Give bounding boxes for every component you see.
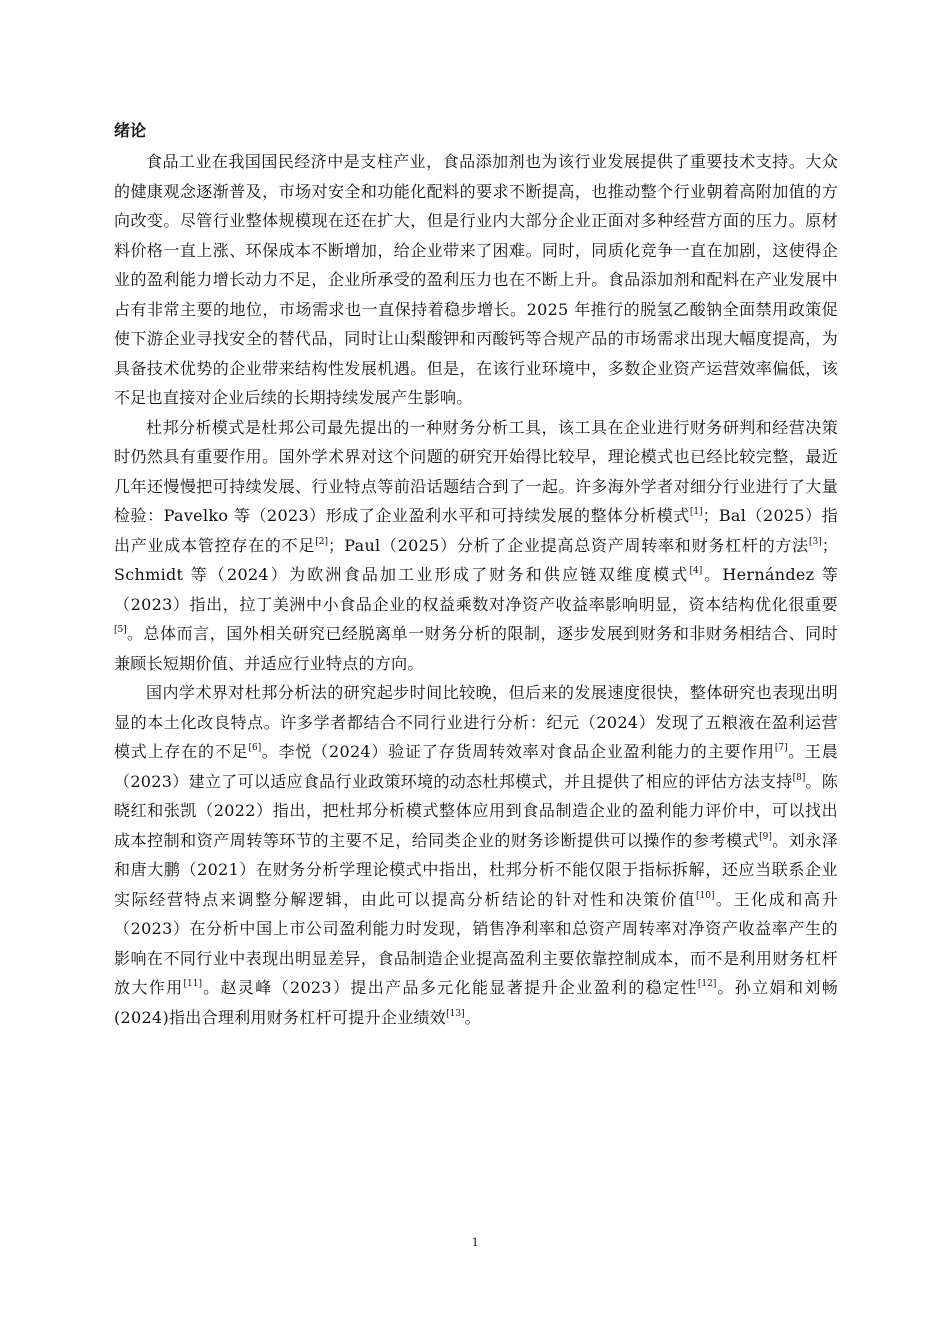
paragraph-text: 。赵灵峰（2023）提出产品多元化能显著提升企业盈利的稳定性 <box>202 978 698 997</box>
citation-reference: [4] <box>689 566 703 576</box>
paragraph <box>114 678 838 1032</box>
paragraph-text: 。 <box>464 1007 481 1027</box>
paragraph-text: 。陈晓红和张凯（2022）指出，把杜邦分析模式整体应用到食品制造企业的盈利能力评价中，可以找出成本控制和资产周转等环节的主要不足，给同类企业的财务诊断提供可以操作的参考模式 <box>114 771 838 850</box>
paragraph-text: ；Schmidt 等（2024）为欧洲食品加工业形成了财务和供应链双维度模式 <box>114 535 838 584</box>
paragraph-text: 。李悦（2024）验证了存货周转效率对食品企业盈利能力的主要作用 <box>261 742 775 761</box>
paragraph <box>114 413 838 679</box>
paragraph-text: ；Bal（2025）指出产业成本管控存在的不足 <box>114 506 838 555</box>
paragraph-text: ；Paul（2025）分析了企业提高总资产周转率和财务杠杆的方法 <box>327 535 809 555</box>
citation-reference: [2] <box>315 536 328 547</box>
paragraph-text: 。王化成和高升（2023）在分析中国上市公司盈利能力时发现，销售净利率和总资产周转率对净资产收益率产生的影响在不同行业中表现出明显差异，食品制造企业提高盈利主要依靠控制成本，而不是利用财务杠杆放大作用 <box>114 889 838 997</box>
citation-reference: [10] <box>696 890 715 901</box>
citation-reference: [13] <box>446 1008 465 1019</box>
body-content <box>114 120 838 1032</box>
paragraph-text: 杜邦分析模式是杜邦公司最先提出的一种财务分析工具，该工具在企业进行财务研判和经营决策时仍然具有重要作用。国外学术界对这个问题的研究开始得比较早，理论模式也已经比较完整，最近几年还慢慢把可持续发展、行业特点等前沿话题结合到了一起。许多海外学者对细分行业进行了大量检验：Pavelko 等（2023）形成了企业盈利水平和可持续发展的整体分析模式 <box>114 417 838 525</box>
citation-reference: [12] <box>697 979 717 989</box>
paragraph-text: 国内学术界对杜邦分析法的研究起步时间比较晚，但后来的发展速度很快，整体研究也表现出明显的本土化改良特点。许多学者都结合不同行业进行分析：纪元（2024）发现了五粮液在盈利运营模式上存在的不足 <box>114 683 838 761</box>
citation-reference: [3] <box>808 536 822 547</box>
paragraph-text: 。Hernández 等（2023）指出，拉丁美洲中小食品企业的权益乘数对净资产收益率影响明显，资本结构优化很重要 <box>114 565 839 614</box>
section-heading: 绪论 <box>114 121 147 140</box>
citation-reference: [7] <box>774 743 788 753</box>
citation-reference: [6] <box>248 743 262 753</box>
citation-reference: [9] <box>759 831 772 842</box>
paragraph-text: 。王晨（2023）建立了可以适应食品行业政策环境的动态杜邦模式，并且提供了相应的评估方法支持 <box>114 742 839 791</box>
paragraph-text: 。总体而言，国外相关研究已经脱离单一财务分析的限制，逐步发展到财务和非财务相结合、同时兼顾长短期价值、并适应行业特点的方向。 <box>114 624 838 673</box>
citation-reference: [11] <box>183 979 202 989</box>
paragraph-text: 。刘永泽和唐大鹏（2021）在财务分析学理论模式中指出，杜邦分析不能仅限于指标拆解，还应当联系企业实际经营特点来调整分解逻辑，由此可以提高分析结论的针对性和决策价值 <box>114 830 839 909</box>
page-number: 1 <box>471 1234 479 1249</box>
paragraph-text: 食品工业在我国国民经济中是支柱产业，食品添加剂也为该行业发展提供了重要技术支持。大众的健康观念逐渐普及，市场对安全和功能化配料的要求不断提高，也推动整个行业朝着高附加值的方向改变。尽管行业整体规模现在还在扩大，但是行业内大部分企业正面对多种经营方面的压力。原材料价格一直上涨、环保成本不断增加，给企业带来了困难。同时，同质化竞争一直在加剧，这使得企业的盈利能力增长动力不足，企业所承受的盈利压力也在不断上升。食品添加剂和配料在产业发展中占有非常主要的地位，市场需求也一直保持着稳步增长。2025 年推行的脱氢乙酸钠全面禁用政策促使下游企业寻找安全的替代品，同时让山梨酸钾和丙酸钙等合规产品的市场需求出现大幅度提高，为具备技术优势的企业带来结构性发展机遇。但是，在该行业环境中，多数企业资产运营效率偏低，该不足也直接对企业后续的长期持续发展产生影响。 <box>114 152 838 407</box>
citation-reference: [5] <box>114 625 127 635</box>
paragraph-list <box>114 147 838 1032</box>
citation-reference: [1] <box>689 507 703 517</box>
citation-reference: [8] <box>792 772 806 783</box>
paragraph-text: 。孙立娟和刘畅(2024)指出合理利用财务杠杆可提升企业绩效 <box>114 978 838 1027</box>
paragraph <box>114 147 838 413</box>
